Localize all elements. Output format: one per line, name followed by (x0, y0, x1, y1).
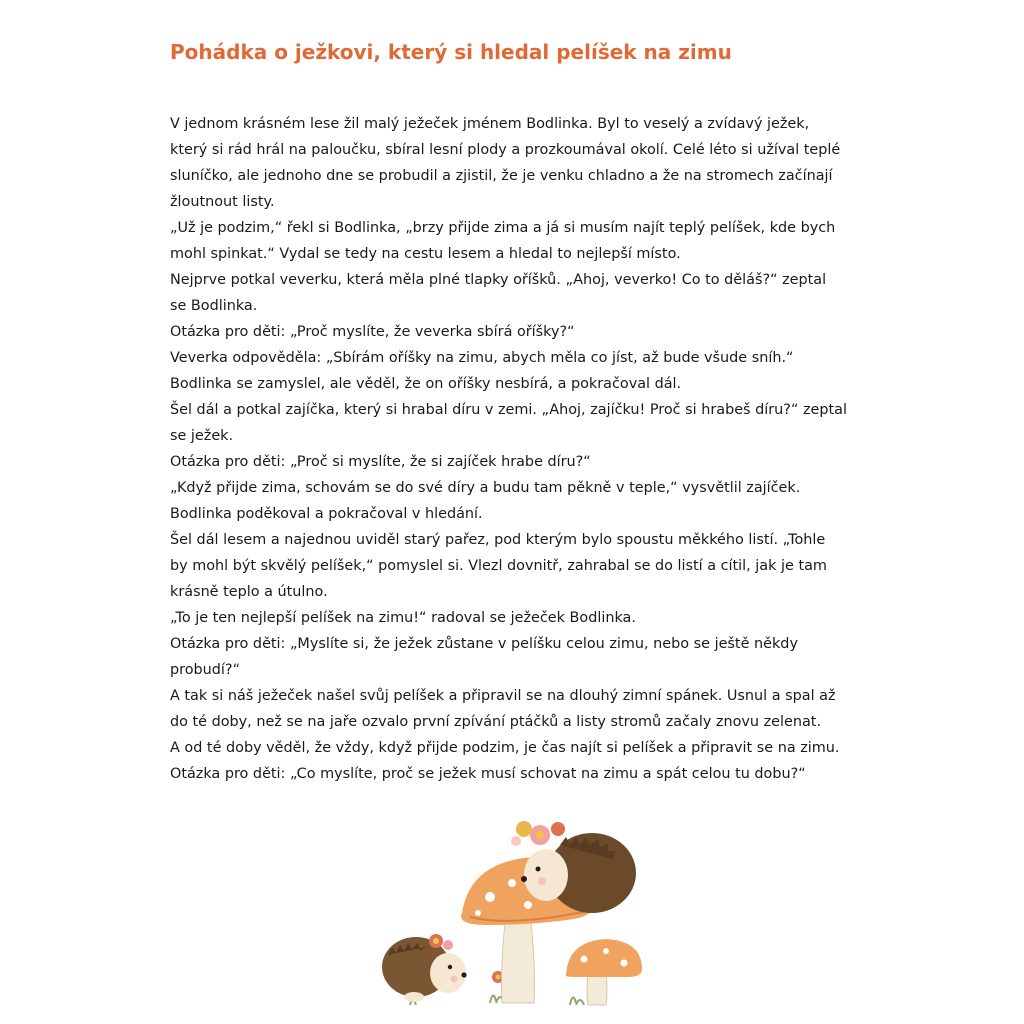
question-line: probudí?“ (170, 662, 241, 678)
story-line: Bodlinka poděkoval a pokračoval v hledání. (170, 506, 483, 522)
story-line: Šel dál a potkal zajíčka, který si hrabal díru v zemi. „Ahoj, zajíčku! Proč si hrabeš díru?“ zeptal (170, 402, 847, 418)
story-line: Nejprve potkal veverku, která měla plné tlapky oříšků. „Ahoj, veverko! Co to děláš?“ zeptal (170, 272, 827, 288)
story-line: „Už je podzim,“ řekl si Bodlinka, „brzy přijde zima a já si musím najít teplý pelíšek, kde bych (170, 220, 836, 236)
story-body (170, 111, 870, 787)
story-line: V jednom krásném lese žil malý ježeček jménem Bodlinka. Byl to veselý a zvídavý ježek, (170, 116, 810, 132)
story-line: sluníčko, ale jednoho dne se probudil a zjistil, že je venku chladno a že na stromech začínají (170, 168, 833, 184)
grass-tufts (410, 995, 584, 1005)
story-line: „To je ten nejlepší pelíšek na zimu!“ radoval se ježeček Bodlinka. (170, 610, 636, 626)
small-hedgehog (382, 934, 467, 1002)
story-line: se ježek. (170, 428, 234, 444)
story-line: do té doby, než se na jaře ozvalo první zpívání ptáčků a listy stromů začaly znovu zelenat. (170, 714, 822, 730)
question-line: Otázka pro děti: „Myslíte si, že ježek zůstane v pelíšku celou zimu, nebo se ještě někdy (170, 636, 798, 652)
question-line: Otázka pro děti: „Proč si myslíte, že si zajíček hrabe díru?“ (170, 454, 591, 470)
story-line: Bodlinka se zamyslel, ale věděl, že on oříšky nesbírá, a pokračoval dál. (170, 376, 682, 392)
question-line: Otázka pro děti: „Co myslíte, proč se ježek musí schovat na zimu a spát celou tu dobu?“ (170, 766, 806, 782)
small-mushroom (566, 939, 642, 1005)
story-line: „Když přijde zima, schovám se do své díry a budu tam pěkně v teple,“ vysvětlil zajíček. (170, 480, 801, 496)
story-title: Pohádka o ježkovi, který si hledal pelíšek na zimu (170, 40, 732, 64)
hedgehogs-mushrooms-illustration (370, 805, 660, 1015)
story-line: by mohl být skvělý pelíšek,“ pomyslel si. Vlezl dovnitř, zahrabal se do listí a cítil, jak je tam (170, 558, 827, 574)
story-line: A tak si náš ježeček našel svůj pelíšek a připravil se na dlouhý zimní spánek. Usnul a spal až (170, 688, 836, 704)
story-line: Šel dál lesem a najednou uviděl starý pařez, pod kterým bylo spoustu měkkého listí. „Tohle (170, 532, 826, 548)
story-line: se Bodlinka. (170, 298, 258, 314)
story-line: A od té doby věděl, že vždy, když přijde podzim, je čas najít si pelíšek a připravit se na zimu. (170, 740, 840, 756)
story-line: krásně teplo a útulno. (170, 584, 328, 600)
story-line: žloutnout listy. (170, 194, 275, 210)
story-line: který si rád hrál na paloučku, sbíral lesní plody a prozkoumával okolí. Celé léto si užíval teplé (170, 142, 841, 158)
story-line: mohl spinkat.“ Vydal se tedy na cestu lesem a hledal to nejlepší místo. (170, 246, 681, 262)
story-line: Veverka odpověděla: „Sbírám oříšky na zimu, abych měla co jíst, až bude všude sníh.“ (170, 350, 794, 366)
question-line: Otázka pro děti: „Proč myslíte, že veverka sbírá oříšky?“ (170, 324, 575, 340)
